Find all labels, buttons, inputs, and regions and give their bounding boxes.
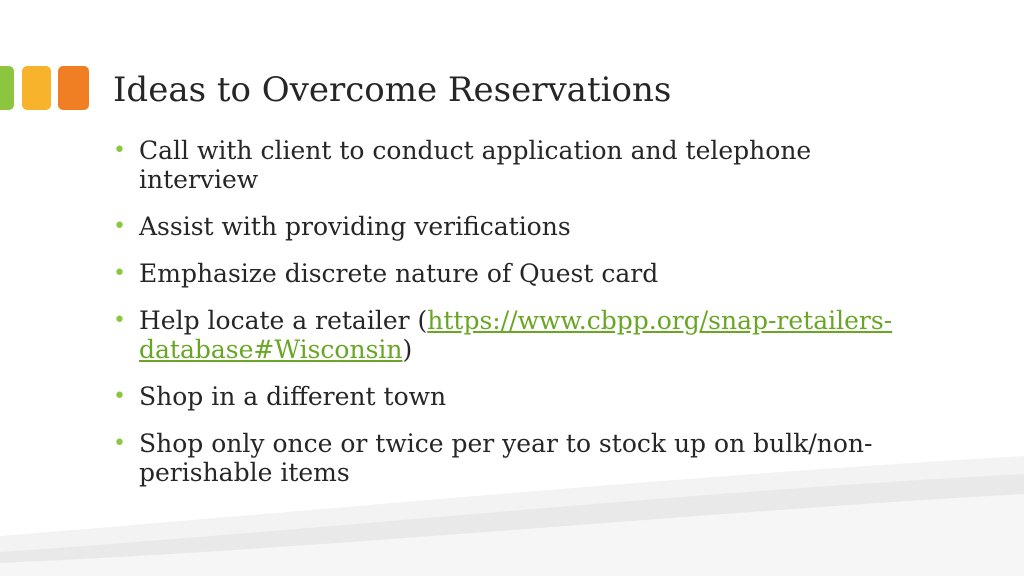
bullet-item xyxy=(113,429,913,487)
bullet-text: Help locate a retailer ( xyxy=(139,306,428,335)
bullet-text: Shop in a different town xyxy=(139,382,447,411)
bullet-item xyxy=(113,382,913,411)
accent-block-yellow xyxy=(22,66,51,110)
bullet-list xyxy=(113,136,913,505)
bullet-text: Assist with providing verifications xyxy=(139,212,571,241)
bullet-item xyxy=(113,259,913,288)
bullet-item-with-link xyxy=(113,306,913,364)
bullet-text: Call with client to conduct application and telephone interview xyxy=(139,136,812,194)
accent-block-green xyxy=(0,66,14,110)
slide-title: Ideas to Overcome Reservations xyxy=(113,70,672,110)
bullet-item xyxy=(113,136,913,194)
bullet-text: Emphasize discrete nature of Quest card xyxy=(139,259,659,288)
bullet-text: ) xyxy=(402,335,413,364)
accent-block-orange xyxy=(58,66,89,110)
retailer-database-link[interactable]: https://www.cbpp.org/snap-retailers-database#Wisconsin xyxy=(139,306,893,364)
bullet-item xyxy=(113,212,913,241)
bullet-text: Shop only once or twice per year to stock up on bulk/non-perishable items xyxy=(139,429,873,487)
